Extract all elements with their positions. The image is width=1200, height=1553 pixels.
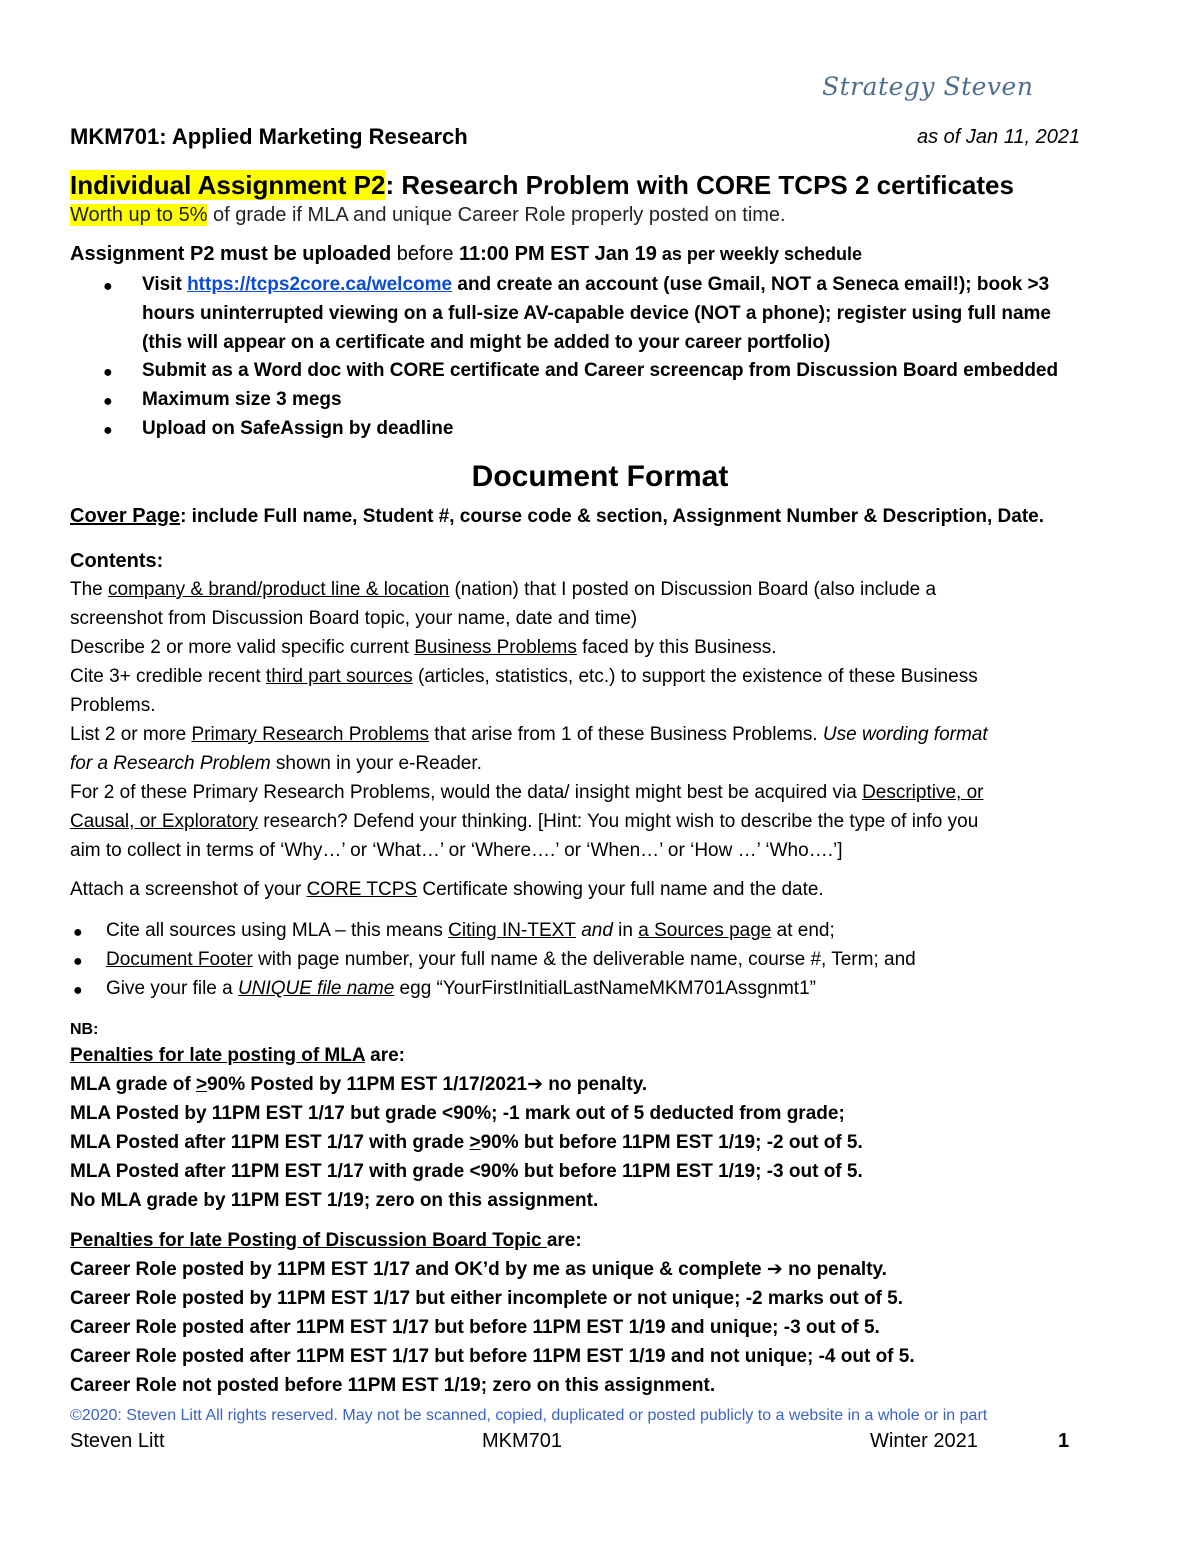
text: that arise from 1 of these Business Problems. (429, 724, 823, 745)
text-underlined: Primary Research Problems (191, 724, 430, 745)
mla-penalty-4: MLA Posted after 11PM EST 1/17 with grade <90% but before 11PM EST 1/19; -3 out of 5. (70, 1161, 863, 1182)
upload-deadline-time: 11:00 PM EST Jan 19 (459, 243, 657, 265)
text: Attach a screenshot of your (70, 879, 307, 900)
tcps2core-link[interactable]: https://tcps2core.ca/welcome (187, 274, 453, 295)
upload-deadline-schedule: as per weekly schedule (656, 244, 863, 264)
text-underlined: a Sources page (638, 920, 772, 941)
nb-label: NB: (70, 1021, 99, 1038)
text: For 2 of these Primary Research Problems, would the data/ insight might best be acquired via (70, 782, 863, 803)
course-title: MKM701: Applied Marketing Research (70, 124, 468, 149)
text-underlined: Document Footer (106, 949, 253, 970)
visit-text: Visit (142, 274, 188, 295)
text: faced by this Business. (576, 637, 777, 658)
contents-line-6 (70, 722, 988, 748)
upload-deadline-before: before (391, 243, 459, 265)
text: are: (364, 1045, 406, 1066)
upload-deadline (70, 243, 862, 266)
bullet-icon: ● (103, 364, 113, 381)
text: (nation) that I posted on Discussion Board (also include a (449, 579, 937, 600)
mla-penalty-3 (70, 1130, 863, 1156)
text-underlined: Citing IN-TEXT (448, 920, 576, 941)
text-underlined: Causal, or Exploratory (70, 811, 258, 832)
contents-line-11 (70, 877, 824, 903)
text-italic: Use wording format (822, 724, 988, 745)
sources-bullet (106, 918, 835, 944)
list-item-visit (142, 272, 1049, 298)
bullet-icon: ● (103, 422, 113, 439)
contents-line-3 (70, 635, 776, 661)
bullet-icon: ● (73, 982, 83, 999)
as-of-date: as of Jan 11, 2021 (917, 126, 1081, 148)
db-penalty-2: Career Role posted by 11PM EST 1/17 but either incomplete or not unique; -2 marks out of 5. (70, 1288, 904, 1309)
contents-line-5: Problems. (70, 695, 156, 716)
text: Describe 2 or more valid specific current (70, 637, 415, 658)
arrow-icon: ➔ (527, 1074, 544, 1095)
footer-bullet (106, 947, 916, 973)
bullet-icon: ● (73, 953, 83, 970)
footer-term: Winter 2021 (870, 1430, 978, 1452)
mla-penalty-2: MLA Posted by 11PM EST 1/17 but grade <90%; -1 mark out of 5 deducted from grade; (70, 1103, 845, 1124)
contents-line-9 (70, 809, 978, 835)
text: no penalty. (543, 1074, 648, 1095)
grade-worth-line (70, 204, 786, 227)
db-penalty-5: Career Role not posted before 11PM EST 1/19; zero on this assignment. (70, 1375, 716, 1396)
text-underlined: UNIQUE file name (238, 978, 395, 999)
mla-penalties-heading (70, 1043, 405, 1069)
text: MLA Posted after 11PM EST 1/17 with grade (70, 1132, 470, 1153)
assignment-title-rest: : Research Problem with CORE TCPS 2 certificates (385, 170, 1014, 200)
grade-worth-rest: of grade if MLA and unique Career Role properly posted on time. (207, 204, 786, 226)
visit-text-b: and create an account (use Gmail, NOT a Seneca email!); book >3 (452, 274, 1050, 295)
arrow-icon: ➔ (766, 1259, 783, 1280)
text-italic: and (575, 920, 613, 941)
contents-line-10: aim to collect in terms of ‘Why…’ or ‘What…’ or ‘Where….’ or ‘When…’ or ‘How …’ ‘Who….’] (70, 840, 843, 861)
contents-heading: Contents: (70, 550, 164, 572)
db-penalty-1 (70, 1257, 887, 1283)
contents-line-8 (70, 780, 983, 806)
text-underlined: Penalties for late Posting of Discussion Board Topic (70, 1230, 547, 1251)
list-item-safeassign: Upload on SafeAssign by deadline (142, 418, 454, 439)
text: Career Role posted by 11PM EST 1/17 and OK’d by me as unique & complete (70, 1259, 767, 1280)
text-underlined: Penalties for late posting of MLA (70, 1045, 365, 1066)
contents-line-1 (70, 577, 936, 603)
footer-page-number: 1 (1058, 1430, 1070, 1452)
text-underlined: Business Problems (414, 637, 577, 658)
text: research? Defend your thinking. [Hint: You might wish to describe the type of info you (257, 811, 979, 832)
text: List 2 or more (70, 724, 192, 745)
filename-bullet (106, 976, 816, 1002)
db-penalties-heading (70, 1228, 582, 1254)
text: Certificate showing your full name and the date. (417, 879, 824, 900)
text-underlined: > (469, 1132, 481, 1153)
contents-line-4 (70, 664, 978, 690)
db-penalty-4: Career Role posted after 11PM EST 1/17 but before 11PM EST 1/19 and not unique; -4 out of 5. (70, 1346, 915, 1367)
text: are: (546, 1230, 582, 1251)
text: at end; (771, 920, 835, 941)
text: shown in your e-Reader. (270, 753, 482, 774)
text: Give your file a (106, 978, 238, 999)
list-item-max-size: Maximum size 3 megs (142, 389, 342, 410)
assignment-title (70, 170, 1014, 201)
text: 90% but before 11PM EST 1/19; -2 out of 5. (480, 1132, 863, 1153)
text: (articles, statistics, etc.) to support the existence of these Business (412, 666, 978, 687)
bullet-icon: ● (103, 278, 113, 295)
text-underlined: third part sources (265, 666, 413, 687)
list-item-submit: Submit as a Word doc with CORE certificate and Career screencap from Discussion Board embedded (142, 360, 1059, 381)
db-penalty-3: Career Role posted after 11PM EST 1/17 but before 11PM EST 1/19 and unique; -3 out of 5. (70, 1317, 880, 1338)
mla-penalty-1 (70, 1072, 647, 1098)
text: in (612, 920, 639, 941)
text-italic: for a Research Problem (70, 753, 271, 774)
text: MLA grade of (70, 1074, 196, 1095)
footer-author: Steven Litt (70, 1430, 165, 1452)
bullet-icon: ● (73, 924, 83, 941)
text-underlined: company & brand/product line & location (108, 579, 450, 600)
text: with page number, your full name & the deliverable name, course #, Term; and (252, 949, 916, 970)
grade-worth-highlight: Worth up to 5% (70, 204, 208, 226)
cover-page-label: Cover Page (70, 505, 181, 527)
upload-deadline-lead: Assignment P2 must be uploaded (70, 243, 392, 265)
text: egg “YourFirstInitialLastNameMKM701Assgnmt1” (394, 978, 816, 999)
contents-line-7 (70, 751, 482, 777)
mla-penalty-5: No MLA grade by 11PM EST 1/19; zero on this assignment. (70, 1190, 599, 1211)
copyright-notice: ©2020: Steven Litt All rights reserved. May not be scanned, copied, duplicated or posted publicly to a website in a whole or in part (70, 1407, 988, 1424)
assignment-title-highlight: Individual Assignment P2 (70, 170, 386, 200)
cover-page-line (70, 503, 1044, 530)
text-underlined: CORE TCPS (306, 879, 418, 900)
author-signature: Strategy Steven (822, 72, 1034, 101)
list-item-visit-cont2: (this will appear on a certificate and might be added to your career portfolio) (142, 332, 831, 353)
bullet-icon: ● (103, 393, 113, 410)
document-format-heading: Document Format (471, 460, 729, 493)
text: Cite 3+ credible recent (70, 666, 266, 687)
contents-line-2: screenshot from Discussion Board topic, your name, date and time) (70, 608, 638, 629)
cover-page-text: : include Full name, Student #, course code & section, Assignment Number & Description, Date. (180, 506, 1045, 527)
text: no penalty. (782, 1259, 887, 1280)
text: The (70, 579, 109, 600)
text: Cite all sources using MLA – this means (106, 920, 449, 941)
text-underlined: > (195, 1074, 208, 1095)
text-underlined: Descriptive, or (862, 782, 984, 803)
footer-course: MKM701 (482, 1430, 563, 1452)
list-item-visit-cont: hours uninterrupted viewing on a full-size AV-capable device (NOT a phone); register using full name (142, 303, 1051, 324)
text: 90% Posted by 11PM EST 1/17/2021 (207, 1074, 528, 1095)
